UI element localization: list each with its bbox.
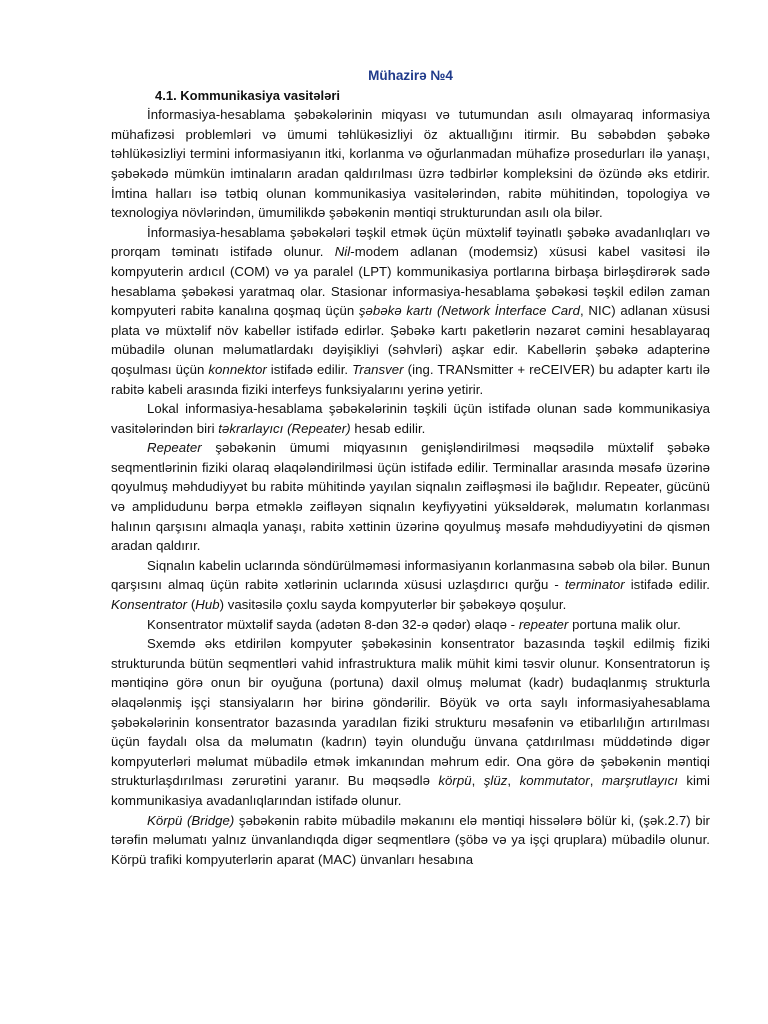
paragraph-p1 [111, 105, 710, 223]
text-segment: hesab edilir. [350, 420, 426, 436]
section-heading: 4.1. Kommunikasiya vasitələri [155, 87, 340, 103]
text-segment: -modem adlanan (modemsiz) xüsusi kabel vasitəsi ilə kompyuterin ardıcıl (COM) və ya paralel (LPT) kommunikasiya portlarına birbaşa birləşdirərək sadə hesablama şəbəkəsi yaratmaq olar. Stasionar informasiya-hesablama şəbəkəsi təşkil edilən zaman kompyuteri rabitə kanalına qoşmaq üçün [111, 244, 710, 319]
text-segment: Sxemdə əks etdirilən kompyuter şəbəkəsinin konsentrator bazasında təşkil edilmiş fiziki strukturunda bütün seqmentləri vahid infrastruktura malik mühit kimi təsvir olunur. Konsentratorun iş məntiqinə görə onun bir oyuğuna (portuna) daxil olmuş məlumat (kadr) budaqlanmış strukturla əlaqələnmiş işçi stansiyaların hər birinə göndərilir. Böyük və orta saylı informasiyahesablama şəbəkələrinin konsentrator bazasında yaradılan fiziki strukturu məsafənin və etibarlılığın artırılması üçün faydalı olsa da məlumatın (kadrın) təyin olunduğu ünvana çatdırılması müddətində digər kompyuterləri məlumat mübadilə etmək imkanından məhrum edir. Ona görə də şəbəkənin məntiqi strukturlaşdırılması zərurətini yaranır. Bu məqsədlə [111, 636, 710, 789]
text-segment: (ing. TRANsmitter + reCEIVER) bu adapter kartı ilə rabitə kabeli arasında fiziki interfeys funksiyalarını yerinə yetirir. [111, 361, 710, 397]
italic-term: Hub [195, 597, 220, 613]
text-segment: , [471, 773, 484, 789]
text-segment: kimi kommunikasiya avadanlıqlarından istifadə olunur. [111, 773, 711, 808]
italic-term: marşrutlayıcı [601, 773, 678, 789]
paragraph-p6 [111, 615, 710, 635]
text-segment: , NIC) adlanan xüsusi plata və müxtəlif növ kabellər istifadə edirlər. Şəbəkə kartı paketlərin nəzarət cəmini hesablayaraq mübadilə olunan məlumatlardakı dəyişikliyi (səhvləri) aşkar edir. Kabellərin şəbəkə adapterinə qoşulması üçün [111, 303, 711, 377]
italic-term: repeater [518, 616, 569, 632]
text-segment: istifadə edilir. [266, 361, 353, 377]
paragraph-p3 [111, 399, 710, 438]
italic-term: şlüz [483, 773, 508, 789]
text-segment: Lokal informasiya-hesablama şəbəkələrinin təşkili üçün istifadə olunan sadə kommunikasiya vasitələrindən biri [111, 401, 710, 436]
text-segment: İnformasiya-hesablama şəbəkələrinin miqyası və tutumundan asılı olmayaraq informasiya mühafizəsi problemləri və ümumi təhlükəsizliyi öz aktuallığını itirmir. Bu səbəbdən şəbəkə təhlükəsizliyi termini informasiyanın itki, korlanma və oğurlanmadan mühafizə prosedurları ilə yanaşı, şəbəkədə mümkün imtinaların aradan qaldırılması üzrə tədbirlər kompleksini də özündə əks etdirir. İmtina halları isə tətbiq olunan kommunikasiya vasitələrindən, rabitə mühitindən, topologiya və texnologiya növlərindən, ümumilikdə şəbəkənin məntiqi strukturundan asılı ola bilər. [111, 107, 710, 221]
text-segment: Siqnalın kabelin uclarında söndürülməməsi informasiyanın korlanmasına səbəb ola bilər. Bunun qarşısını almaq üçün rabitə xətlərinin uclarında xüsusi uzlaşdırıcı qurğu - [111, 557, 710, 593]
italic-term: Körpü (Bridge) [147, 812, 235, 828]
italic-term: Nil [334, 244, 351, 260]
italic-term: təkrarlayıcı (Repeater) [218, 420, 351, 436]
italic-term: kommutator [519, 773, 590, 789]
paragraph-p8 [111, 811, 710, 870]
text-segment: , [507, 773, 520, 789]
italic-term: şəbəkə kartı (Network İnterface Card [358, 303, 581, 319]
italic-term: terminator [564, 577, 625, 593]
italic-term: körpü [438, 773, 472, 789]
paragraph-p7 [111, 634, 710, 810]
text-segment: ) vasitəsilə çoxlu sayda kompyuterlər bir şəbəkəyə qoşulur. [219, 597, 567, 613]
text-segment: , [589, 773, 602, 789]
italic-term: Konsentrator [111, 597, 188, 613]
text-segment: şəbəkənin rabitə mübadilə məkanını elə məntiqi hissələrə bölür ki, (şək.2.7) bir tərəfin məlumatı yalnız ünvanlandıqda digər seqmentlərə (şöbə və ya işçi qruplara) mübadilə olunur. Körpü trafiki kompyuterlərin aparat (MAC) ünvanları hesabına [111, 812, 710, 867]
text-segment: Konsentrator müxtəlif sayda (adətən 8-dən 32-ə qədər) əlaqə - [147, 616, 519, 632]
page-title: Mühazirə №4 [368, 68, 453, 83]
paragraph-p4 [111, 438, 710, 556]
paragraph-p2 [111, 223, 710, 399]
italic-term: Transver [352, 361, 404, 377]
text-segment: istifadə edilir. [624, 577, 711, 593]
paragraph-p5 [111, 556, 710, 615]
document-body [111, 105, 710, 869]
text-segment: İnformasiya-hesablama şəbəkələri təşkil etmək üçün müxtəlif təyinatlı şəbəkə avadanlıqları və prorqam təminatı istifadə olunur. [111, 224, 710, 260]
text-segment: portuna malik olur. [568, 616, 681, 632]
italic-term: Repeater [147, 440, 202, 456]
text-segment: şəbəkənin ümumi miqyasının genişləndirilməsi məqsədilə müxtəlif şəbəkə seqmentlərinin fiziki olaraq əlaqələndirilməsi üçün istifadə edilir. Terminallar arasında məsafə üzərinə qoyulmuş məhdudiyyət bu rabitə mühitində yayılan siqnalın zəifləşməsi ilə bağlıdır. Repeater, gücünü və amplidudunu bərpa etməklə zəifləyən siqnalın keyfiyyətini yüksəldərək, məlumatın korlanması halının qarşısını almaqla yanaşı, rabitə xəttinin üzərinə qoyulmuş məsafə məhdudiyyətini də qismən aradan qaldırır. [111, 440, 710, 554]
text-segment: ( [187, 597, 196, 613]
document-page [111, 66, 710, 869]
italic-term: konnektor [208, 361, 267, 377]
